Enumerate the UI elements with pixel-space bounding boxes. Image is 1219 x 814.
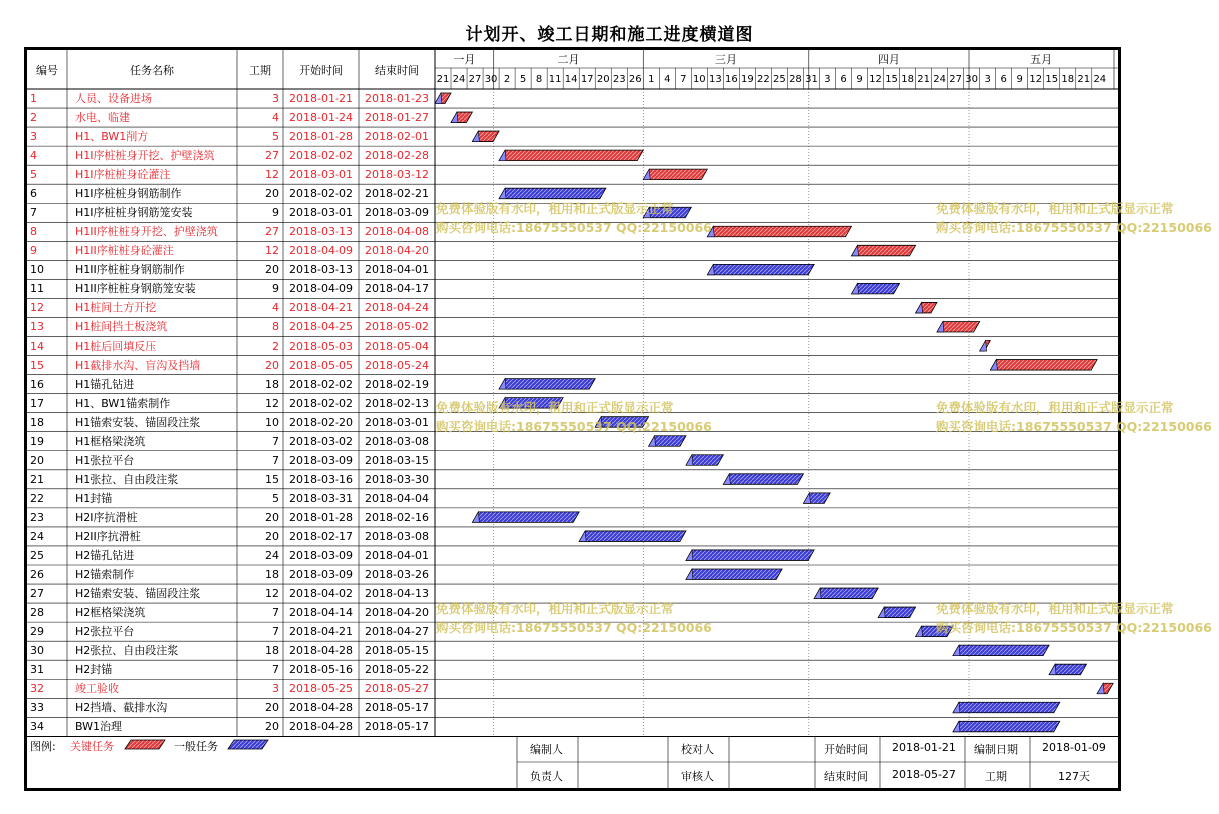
task-name: H2张拉平台 — [75, 625, 135, 639]
task-end: 2018-02-16 — [365, 510, 429, 524]
task-name: H1截排水沟、盲沟及挡墙 — [75, 358, 201, 372]
task-end: 2018-02-28 — [365, 149, 429, 163]
task-id: 19 — [30, 434, 44, 448]
day-tick-label: 10 — [692, 74, 706, 85]
task-end: 2018-05-17 — [365, 720, 429, 734]
day-tick-label: 24 — [452, 74, 466, 85]
task-name: H1I序桩桩身砼灌注 — [75, 168, 171, 182]
footer-start-value: 2018-01-21 — [892, 741, 956, 754]
month-label: 四月 — [877, 53, 900, 66]
table-row — [27, 146, 1118, 165]
task-start: 2018-04-25 — [289, 320, 353, 334]
task-name: 竣工验收 — [75, 682, 119, 696]
task-name: 人员、设备进场 — [75, 92, 152, 105]
task-id: 15 — [30, 358, 44, 372]
task-start: 2018-03-01 — [289, 168, 353, 182]
footer-date-value: 2018-01-09 — [1042, 741, 1106, 754]
table-row — [27, 451, 1118, 470]
task-start: 2018-02-20 — [289, 415, 353, 429]
task-duration: 9 — [272, 206, 279, 220]
day-tick-label: 6 — [840, 74, 847, 85]
day-tick-label: 8 — [535, 74, 543, 85]
task-duration: 5 — [272, 130, 279, 144]
table-row — [27, 679, 1118, 698]
task-name: H1、BW1锚索制作 — [75, 396, 171, 410]
task-start: 2018-04-02 — [289, 587, 353, 601]
task-end: 2018-04-01 — [365, 263, 429, 277]
watermark-line: 免费体验版有水印，租用和正式版显示正常 — [436, 400, 674, 415]
footer-manager-label: 负责人 — [530, 770, 563, 783]
month-label: 二月 — [557, 53, 580, 66]
task-name: H2I序抗滑桩 — [75, 510, 138, 524]
col-header-duration: 工期 — [249, 63, 271, 77]
task-start: 2018-03-13 — [289, 263, 353, 277]
table-row — [27, 432, 1118, 451]
day-tick-label: 24 — [1093, 74, 1107, 85]
task-end: 2018-03-12 — [365, 168, 429, 182]
task-id: 31 — [30, 663, 44, 677]
task-end: 2018-03-09 — [365, 206, 429, 220]
day-tick-label: 3 — [824, 74, 831, 85]
task-id: 11 — [30, 282, 44, 296]
table-row — [27, 108, 1118, 127]
task-end: 2018-04-20 — [365, 606, 429, 620]
task-duration: 9 — [272, 282, 279, 296]
task-end: 2018-05-22 — [365, 663, 429, 677]
task-duration: 20 — [265, 187, 279, 201]
task-duration: 3 — [272, 682, 279, 696]
month-label: 一月 — [453, 53, 476, 66]
task-start: 2018-04-09 — [289, 244, 353, 258]
task-id: 23 — [30, 510, 44, 524]
task-end: 2018-02-13 — [365, 396, 429, 410]
task-duration: 12 — [265, 168, 279, 182]
table-row — [27, 641, 1118, 660]
task-end: 2018-04-04 — [365, 491, 429, 505]
day-tick-label: 9 — [856, 74, 863, 85]
footer-end-value: 2018-05-27 — [892, 768, 956, 781]
day-tick-label: 5 — [519, 74, 527, 85]
table-row — [27, 241, 1118, 260]
task-id: 27 — [30, 587, 44, 601]
day-tick-label: 4 — [664, 74, 671, 85]
task-start: 2018-04-28 — [289, 644, 353, 658]
task-duration: 18 — [265, 377, 279, 391]
task-name: H2张拉、自由段注浆 — [75, 644, 179, 658]
task-duration: 20 — [265, 358, 279, 372]
day-tick-label: 18 — [1061, 74, 1075, 85]
task-id: 17 — [30, 396, 44, 410]
day-tick-label: 18 — [901, 74, 914, 85]
table-row — [27, 489, 1118, 508]
day-tick-label: 17 — [580, 74, 594, 85]
task-name: 水电、临建 — [75, 111, 130, 125]
task-start: 2018-05-16 — [289, 663, 353, 677]
task-end: 2018-05-15 — [365, 644, 429, 658]
task-end: 2018-03-08 — [365, 529, 429, 543]
task-end: 2018-04-20 — [365, 244, 429, 258]
table-row — [27, 717, 1118, 736]
task-end: 2018-04-17 — [365, 282, 429, 296]
task-duration: 12 — [265, 244, 279, 258]
task-duration: 7 — [272, 663, 279, 677]
task-end: 2018-03-08 — [365, 434, 429, 448]
task-name: H1张拉、自由段注浆 — [75, 472, 179, 486]
day-tick-label: 21 — [1077, 74, 1091, 85]
table-row — [27, 584, 1118, 603]
task-duration: 20 — [265, 510, 279, 524]
day-tick-label: 22 — [757, 74, 770, 85]
task-id: 2 — [30, 111, 37, 125]
day-tick-label: 28 — [789, 74, 802, 85]
task-end: 2018-02-01 — [365, 130, 429, 144]
task-start: 2018-02-02 — [289, 187, 353, 201]
day-tick-label: 15 — [885, 74, 898, 85]
day-tick-label: 25 — [773, 74, 786, 85]
task-end: 2018-05-04 — [365, 339, 429, 353]
table-row — [27, 508, 1118, 527]
day-tick-label: 21 — [917, 74, 930, 85]
task-id: 5 — [30, 168, 37, 182]
task-duration: 18 — [265, 644, 279, 658]
day-tick-label: 31 — [805, 74, 818, 85]
table-row — [27, 394, 1118, 413]
task-start: 2018-04-21 — [289, 301, 353, 315]
day-tick-label: 30 — [965, 74, 979, 85]
task-duration: 27 — [265, 149, 279, 163]
footer-reviewer-label: 校对人 — [681, 743, 714, 756]
task-name: H1、BW1削方 — [75, 130, 149, 144]
task-id: 32 — [30, 682, 44, 696]
table-row — [27, 203, 1118, 222]
table-row — [27, 375, 1118, 394]
table-row — [27, 698, 1118, 717]
table-row — [27, 184, 1118, 203]
table-row — [27, 298, 1118, 317]
task-duration: 20 — [265, 701, 279, 715]
task-start: 2018-02-17 — [289, 529, 353, 543]
task-start: 2018-01-21 — [289, 92, 353, 105]
watermark-line: 购买咨询电话:18675550537 QQ:22150066 — [936, 220, 1212, 235]
day-tick-label: 6 — [1000, 74, 1007, 85]
table-row — [27, 260, 1118, 279]
task-duration: 20 — [265, 720, 279, 734]
task-duration: 20 — [265, 529, 279, 543]
task-start: 2018-03-31 — [289, 491, 353, 505]
task-end: 2018-04-08 — [365, 225, 429, 239]
day-tick-label: 2 — [503, 74, 511, 85]
day-tick-label: 15 — [1045, 74, 1059, 85]
task-start: 2018-04-21 — [289, 625, 353, 639]
table-row — [27, 527, 1118, 546]
task-end: 2018-01-27 — [365, 111, 429, 125]
task-id: 20 — [30, 453, 44, 467]
task-start: 2018-05-25 — [289, 682, 353, 696]
table-row — [27, 165, 1118, 184]
task-end: 2018-02-21 — [365, 187, 429, 201]
task-end: 2018-04-13 — [365, 587, 429, 601]
table-row — [27, 337, 1118, 356]
task-id: 8 — [30, 225, 37, 239]
task-id: 1 — [30, 92, 37, 105]
day-tick-label: 7 — [680, 74, 687, 85]
table-row — [27, 565, 1118, 584]
day-tick-label: 26 — [628, 74, 642, 85]
day-tick-label: 30 — [484, 74, 498, 85]
footer-end-label: 结束时间 — [824, 770, 868, 783]
task-duration: 4 — [272, 301, 279, 315]
task-name: H2II序抗滑桩 — [75, 529, 141, 543]
task-duration: 18 — [265, 568, 279, 581]
table-row — [27, 603, 1118, 622]
col-header-start: 开始时间 — [299, 63, 343, 77]
legend-critical-label: 关键任务 — [70, 740, 114, 753]
task-duration: 24 — [265, 548, 279, 562]
task-end: 2018-04-24 — [365, 301, 429, 315]
watermark-line: 购买咨询电话:18675550537 QQ:22150066 — [936, 419, 1212, 434]
task-id: 7 — [30, 206, 37, 220]
task-duration: 20 — [265, 263, 279, 277]
col-header-name: 任务名称 — [130, 63, 174, 77]
footer-period-label: 工期 — [985, 770, 1007, 783]
task-id: 10 — [30, 263, 44, 277]
task-start: 2018-03-09 — [289, 568, 353, 581]
task-end: 2018-05-02 — [365, 320, 429, 334]
task-name: H1I序桩桩身钢筋笼安装 — [75, 206, 193, 220]
task-duration: 2 — [272, 339, 279, 353]
task-duration: 4 — [272, 111, 279, 125]
task-duration: 7 — [272, 606, 279, 620]
day-tick-label: 13 — [708, 74, 722, 85]
table-row — [27, 470, 1118, 489]
task-start: 2018-05-05 — [289, 358, 353, 372]
task-duration: 3 — [272, 92, 279, 105]
task-end: 2018-03-26 — [365, 568, 429, 581]
month-label: 三月 — [715, 53, 738, 66]
task-start: 2018-04-09 — [289, 282, 353, 296]
task-name: BW1治理 — [75, 720, 123, 734]
task-end: 2018-03-01 — [365, 415, 429, 429]
task-end: 2018-05-24 — [365, 358, 429, 372]
task-duration: 12 — [265, 587, 279, 601]
task-id: 6 — [30, 187, 37, 201]
task-start: 2018-03-02 — [289, 434, 353, 448]
task-end: 2018-03-15 — [365, 453, 429, 467]
task-start: 2018-02-02 — [289, 396, 353, 410]
task-name: H2框格梁浇筑 — [75, 606, 146, 620]
task-end: 2018-02-19 — [365, 377, 429, 391]
task-start: 2018-04-28 — [289, 720, 353, 734]
table-row — [27, 127, 1118, 146]
task-duration: 12 — [265, 396, 279, 410]
footer-auditor-label: 审核人 — [681, 770, 714, 783]
task-name: H1II序桩桩身砼灌注 — [75, 244, 174, 258]
task-start: 2018-03-09 — [289, 453, 353, 467]
day-tick-label: 16 — [724, 74, 738, 85]
day-tick-label: 1 — [648, 74, 655, 85]
task-name: H1框格梁浇筑 — [75, 434, 146, 448]
day-tick-label: 14 — [564, 74, 578, 85]
task-end: 2018-05-17 — [365, 701, 429, 715]
day-tick-label: 23 — [612, 74, 626, 85]
task-name: H2锚索安装、锚固段注浆 — [75, 587, 201, 601]
table-row — [27, 413, 1118, 432]
task-name: H2封锚 — [75, 663, 113, 677]
task-id: 24 — [30, 529, 44, 543]
day-tick-label: 27 — [949, 74, 963, 85]
task-id: 9 — [30, 244, 37, 258]
task-id: 21 — [30, 472, 44, 486]
footer-period-value: 127天 — [1058, 770, 1090, 783]
day-tick-label: 12 — [869, 74, 882, 85]
task-id: 25 — [30, 548, 44, 562]
task-name: H1锚索安装、锚固段注浆 — [75, 415, 201, 429]
task-duration: 27 — [265, 225, 279, 239]
task-start: 2018-04-28 — [289, 701, 353, 715]
day-tick-label: 11 — [548, 74, 562, 85]
task-name: H1II序桩桩身钢筋制作 — [75, 263, 185, 277]
task-id: 16 — [30, 377, 44, 391]
task-start: 2018-03-16 — [289, 472, 353, 486]
task-id: 13 — [30, 320, 44, 334]
task-end: 2018-05-27 — [365, 682, 429, 696]
task-id: 29 — [30, 625, 44, 639]
task-name: H1桩间挡土板浇筑 — [75, 320, 168, 334]
task-start: 2018-03-01 — [289, 206, 353, 220]
task-id: 14 — [30, 339, 44, 353]
task-start: 2018-02-02 — [289, 149, 353, 163]
task-id: 34 — [30, 720, 44, 734]
day-tick-label: 24 — [933, 74, 946, 85]
watermark-line: 购买咨询电话:18675550537 QQ:22150066 — [436, 419, 712, 434]
footer-date-label: 编制日期 — [974, 743, 1018, 756]
legend-normal-swatch — [228, 740, 268, 749]
task-name: H1I序桩桩身开挖、护壁浇筑 — [75, 149, 215, 163]
task-end: 2018-04-27 — [365, 625, 429, 639]
watermark-line: 免费体验版有水印，租用和正式版显示正常 — [436, 601, 674, 616]
watermark-line: 购买咨询电话:18675550537 QQ:22150066 — [436, 620, 712, 635]
watermark-line: 购买咨询电话:18675550537 QQ:22150066 — [436, 220, 712, 235]
task-start: 2018-03-13 — [289, 225, 353, 239]
watermark-line: 免费体验版有水印，租用和正式版显示正常 — [936, 201, 1174, 216]
footer-compiler-label: 编制人 — [530, 743, 563, 756]
task-id: 18 — [30, 415, 44, 429]
task-end: 2018-03-30 — [365, 472, 429, 486]
watermark-line: 免费体验版有水印，租用和正式版显示正常 — [936, 400, 1174, 415]
task-id: 3 — [30, 130, 37, 144]
table-row — [27, 660, 1118, 679]
table-row — [27, 317, 1118, 336]
task-start: 2018-01-24 — [289, 111, 353, 125]
legend-critical-swatch — [125, 740, 165, 749]
task-start: 2018-02-02 — [289, 377, 353, 391]
task-duration: 15 — [265, 472, 279, 486]
watermark-line: 免费体验版有水印，租用和正式版显示正常 — [436, 201, 674, 216]
task-name: H1I序桩桩身钢筋制作 — [75, 187, 182, 201]
day-tick-label: 27 — [468, 74, 482, 85]
table-row — [27, 89, 1118, 108]
task-start: 2018-05-03 — [289, 339, 353, 353]
task-start: 2018-03-09 — [289, 548, 353, 562]
day-tick-label: 9 — [1016, 74, 1023, 85]
table-row — [27, 222, 1118, 241]
col-header-id: 编号 — [36, 63, 58, 77]
task-duration: 7 — [272, 434, 279, 448]
task-end: 2018-04-01 — [365, 548, 429, 562]
task-id: 33 — [30, 701, 44, 715]
task-duration: 5 — [272, 491, 279, 505]
table-row — [27, 279, 1118, 298]
table-row — [27, 356, 1118, 375]
task-name: H1锚孔钻进 — [75, 377, 135, 391]
task-duration: 7 — [272, 453, 279, 467]
table-row — [27, 622, 1118, 641]
day-tick-label: 3 — [984, 74, 991, 85]
watermark-line: 购买咨询电话:18675550537 QQ:22150066 — [936, 620, 1212, 635]
day-tick-label: 12 — [1029, 74, 1043, 85]
task-id: 22 — [30, 491, 44, 505]
legend-label: 图例: — [30, 740, 56, 753]
task-name: H2锚孔钻进 — [75, 548, 135, 562]
task-name: H1桩后回填反压 — [75, 339, 157, 353]
task-name: H1张拉平台 — [75, 453, 135, 467]
task-id: 12 — [30, 301, 44, 315]
col-header-end: 结束时间 — [375, 63, 419, 77]
task-id: 28 — [30, 606, 44, 620]
task-duration: 8 — [272, 320, 279, 334]
watermark-line: 免费体验版有水印，租用和正式版显示正常 — [936, 601, 1174, 616]
footer-start-label: 开始时间 — [824, 743, 868, 756]
task-id: 30 — [30, 644, 44, 658]
day-tick-label: 21 — [436, 74, 450, 85]
task-start: 2018-04-14 — [289, 606, 353, 620]
legend-normal-label: 一般任务 — [174, 740, 218, 753]
day-tick-label: 20 — [596, 74, 610, 85]
task-name: H2挡墙、截排水沟 — [75, 701, 168, 715]
task-end: 2018-01-23 — [365, 92, 429, 105]
task-name: H1封锚 — [75, 491, 113, 505]
chart-title: 计划开、竣工日期和施工进度横道图 — [465, 25, 754, 45]
task-name: H1II序桩桩身开挖、护壁浇筑 — [75, 225, 218, 239]
day-tick-label: 19 — [741, 74, 754, 85]
task-start: 2018-01-28 — [289, 130, 353, 144]
task-duration: 10 — [265, 415, 279, 429]
table-row — [27, 546, 1118, 565]
task-id: 26 — [30, 568, 44, 581]
task-duration: 7 — [272, 625, 279, 639]
task-id: 4 — [30, 149, 37, 163]
task-start: 2018-01-28 — [289, 510, 353, 524]
task-name: H1桩间土方开挖 — [75, 301, 157, 315]
task-name: H2锚索制作 — [75, 568, 135, 581]
month-label: 五月 — [1030, 53, 1053, 66]
task-name: H1II序桩桩身钢筋笼安装 — [75, 282, 196, 296]
